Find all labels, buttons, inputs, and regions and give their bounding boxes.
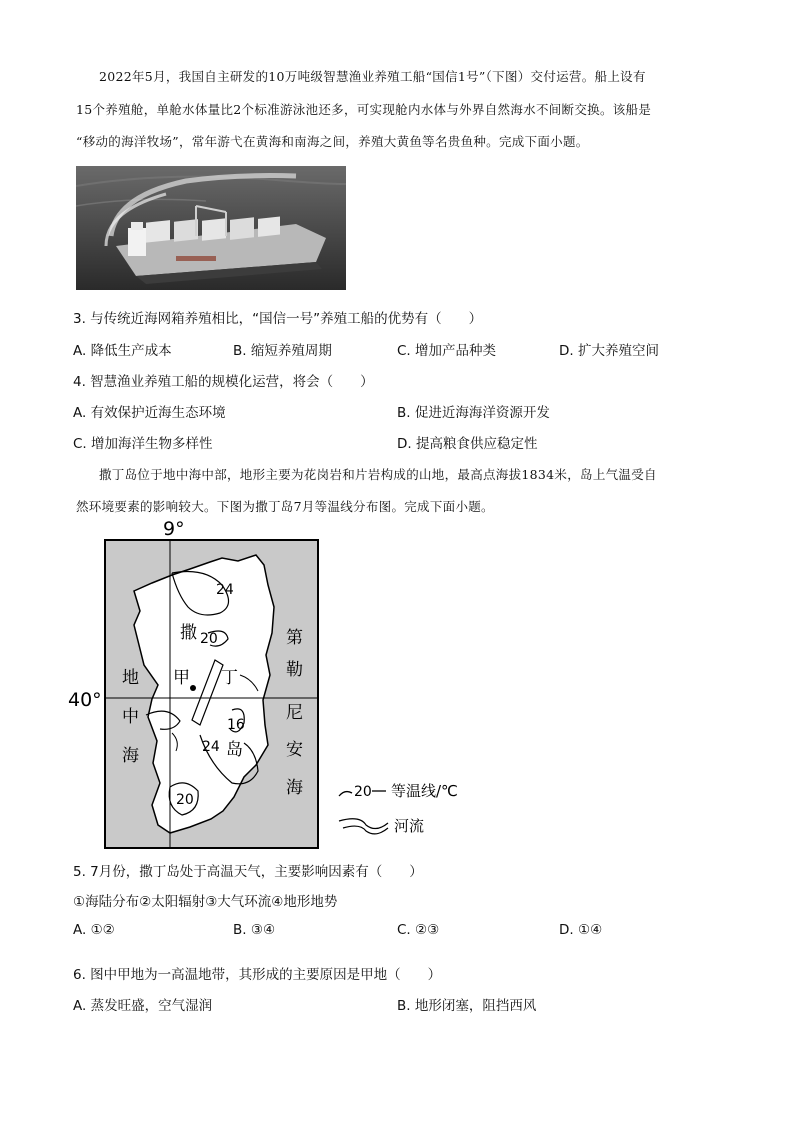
q5-option-b[interactable]: B. ③④ <box>233 922 276 938</box>
west-sea-char-1: 地 <box>122 668 139 688</box>
isotherm-label-24-north: 24 <box>216 582 234 598</box>
isotherm-label-20-north: 20 <box>200 631 218 647</box>
isotherm-label-16: 16 <box>227 717 245 733</box>
east-sea-char-5: 海 <box>286 778 303 798</box>
ship-photo <box>76 166 346 290</box>
isotherm-label-20-south: 20 <box>176 792 194 808</box>
q3-stem: 3. 与传统近海网箱养殖相比，“国信一号”养殖工船的优势有（ ） <box>73 311 483 327</box>
q3-option-b[interactable]: B. 缩短养殖周期 <box>233 343 332 359</box>
q4-option-a[interactable]: A. 有效保护近海生态环境 <box>73 405 226 421</box>
legend-river-text: 河流 <box>394 817 425 835</box>
q5-option-a[interactable]: A. ①② <box>73 922 115 938</box>
q4-option-d[interactable]: D. 提高粮食供应稳定性 <box>397 436 538 452</box>
q6-option-a[interactable]: A. 蒸发旺盛，空气湿润 <box>73 998 213 1014</box>
legend-isotherm-text: 等温线/℃ <box>391 782 458 800</box>
legend-isotherm-curve <box>339 792 352 796</box>
island-char-3: 岛 <box>226 740 243 760</box>
intro2-line2: 然环境要素的影响较大。下图为撒丁岛7月等温线分布图。完成下面小题。 <box>76 499 494 514</box>
east-sea-char-3: 尼 <box>286 703 303 723</box>
intro1-line2: 15个养殖舱，单舱水体量比2个标准游泳池还多，可实现舱内水体与外界自然海水不间断交换。该船是 <box>76 102 652 117</box>
isotherm-label-24-south: 24 <box>202 739 220 755</box>
q4-option-c[interactable]: C. 增加海洋生物多样性 <box>73 436 213 452</box>
q5-factors: ①海陆分布②太阳辐射③大气环流④地形地势 <box>73 894 338 910</box>
q5-option-d[interactable]: D. ①④ <box>559 922 603 938</box>
intro1-line3: “移动的海洋牧场”，常年游弋在黄海和南海之间，养殖大黄鱼等名贵鱼种。完成下面小题。 <box>76 134 589 149</box>
sardinia-isotherm-map <box>60 515 490 850</box>
island-char-2: 丁 <box>221 668 238 688</box>
point-jia-marker <box>190 685 196 691</box>
q5-stem: 5. 7月份，撒丁岛处于高温天气，主要影响因素有（ ） <box>73 864 423 880</box>
q6-stem: 6. 图中甲地为一高温地带，其形成的主要原因是甲地（ ） <box>73 967 442 983</box>
q3-option-c[interactable]: C. 增加产品种类 <box>397 343 497 359</box>
east-sea-char-4: 安 <box>286 740 303 760</box>
q3-option-a[interactable]: A. 降低生产成本 <box>73 343 172 359</box>
intro1-line1: 2022年5月，我国自主研发的10万吨级智慧渔业养殖工船“国信1号”（下图）交付运营。船上设有 <box>99 69 646 84</box>
legend-isotherm-value: 20 <box>354 784 372 800</box>
east-sea-char-2: 勒 <box>286 660 303 680</box>
q4-stem: 4. 智慧渔业养殖工船的规模化运营，将会（ ） <box>73 374 374 390</box>
ship-illustration <box>76 166 346 290</box>
q4-option-b[interactable]: B. 促进近海海洋资源开发 <box>397 405 550 421</box>
island-char-1: 撒 <box>180 623 197 643</box>
west-sea-char-2: 中 <box>122 707 139 727</box>
west-sea-char-3: 海 <box>122 746 139 766</box>
intro2-line1: 撒丁岛位于地中海中部，地形主要为花岗岩和片岩构成的山地，最高点海拔1834米，岛上气温受自 <box>99 467 657 482</box>
point-jia-label: 甲 <box>173 668 190 688</box>
q3-option-d[interactable]: D. 扩大养殖空间 <box>559 343 659 359</box>
east-sea-char-1: 第 <box>286 628 303 648</box>
longitude-label: 9° <box>163 518 185 540</box>
q5-option-c[interactable]: C. ②③ <box>397 922 440 938</box>
latitude-label: 40° <box>68 689 102 711</box>
q6-option-b[interactable]: B. 地形闭塞，阻挡西风 <box>397 998 537 1014</box>
